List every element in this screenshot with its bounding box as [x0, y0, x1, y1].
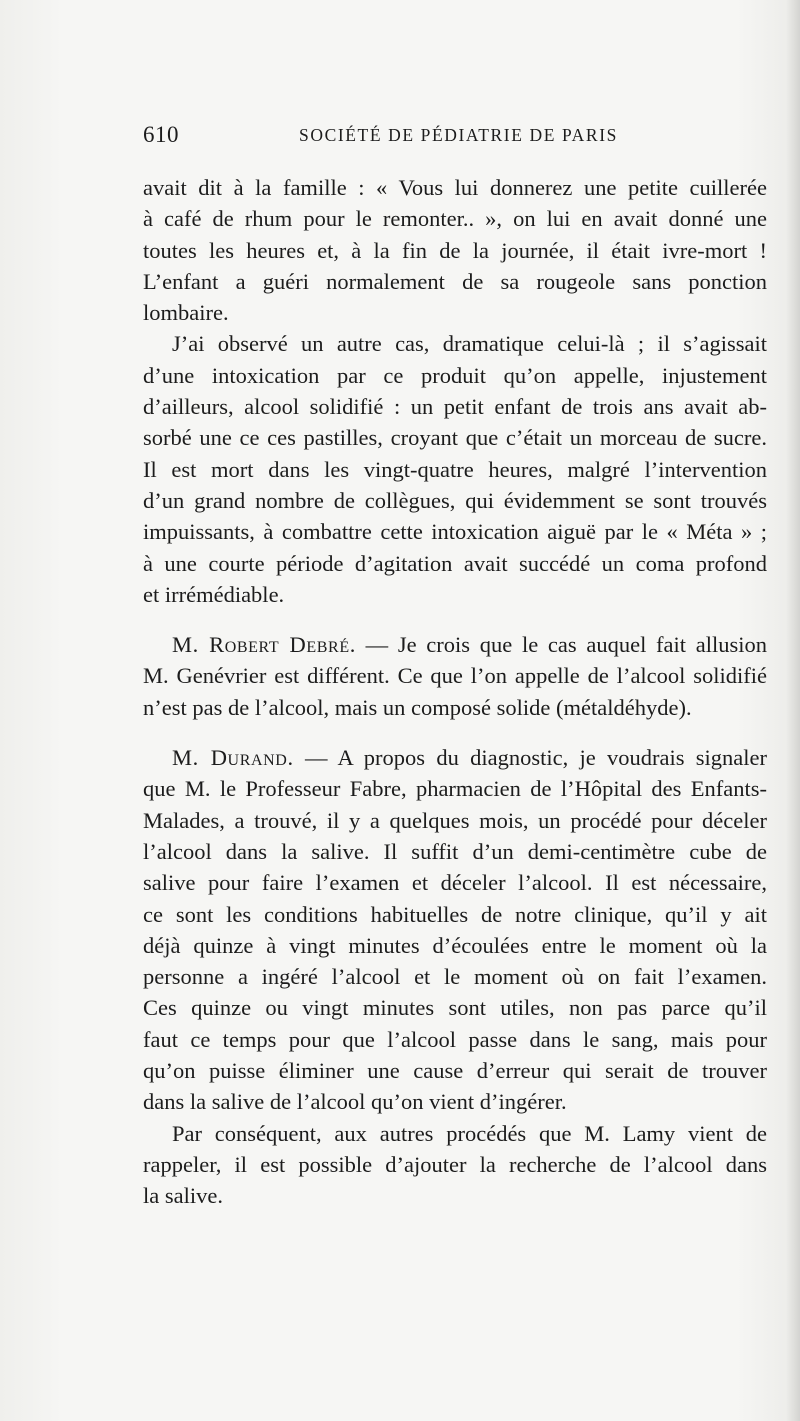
text-line: Par conséquent, aux autres procédés que M. Lamy vient de [172, 1120, 767, 1146]
text-line: à café de rhum pour le remonter.. », on lui en avait donné une [143, 206, 767, 232]
text-line [143, 742, 767, 773]
text-line: personne a ingéré l’alcool et le moment où on fait l’examen. [143, 964, 767, 990]
text-line: déjà quinze à vingt minutes d’écoulées entre le moment où la [143, 932, 767, 958]
paragraph-1 [143, 172, 767, 328]
text-line: et irrémédiable. [143, 581, 285, 607]
text-line: Malades, a trouvé, il y a quelques mois, un procédé pour déceler [143, 807, 767, 833]
text-line: d’une intoxication par ce produit qu’on appelle, injustement [143, 362, 767, 388]
text-line: que M. le Professeur Fabre, pharmacien de l’Hôpital des Enfants- [143, 776, 767, 802]
page-number: 610 [143, 122, 179, 147]
speech-text: — A propos du diagnostic, je voudrais signaler [293, 745, 767, 771]
paragraph-4 [143, 742, 767, 1118]
text-line: l’alcool dans la salive. Il suffit d’un demi-centimètre cube de [143, 838, 767, 864]
running-title: SOCIÉTÉ DE PÉDIATRIE DE PARIS [299, 125, 618, 145]
paragraph-3 [143, 629, 767, 723]
text-line: L’enfant a guéri normalement de sa rougeole sans ponction [143, 268, 767, 294]
text-line: Ces quinze ou vingt minutes sont utiles, non pas parce qu’il [143, 995, 767, 1021]
text-line: dans la salive de l’alcool qu’on vient d’ingérer. [143, 1089, 567, 1115]
page-edge-shadow [786, 0, 800, 1421]
text-line: Il est mort dans les vingt-quatre heures, malgré l’intervention [143, 456, 767, 482]
text-line: d’un grand nombre de collègues, qui évidemment se sont trouvés [143, 487, 767, 513]
text-line: M. Genévrier est différent. Ce que l’on appelle de l’alcool solidifié [143, 663, 767, 689]
paragraph-gap [143, 723, 767, 742]
speaker-name: M. Robert Debré. [172, 632, 356, 658]
text-line: n’est pas de l’alcool, mais un composé solide (métaldéhyde). [143, 694, 692, 720]
text-line: sorbé une ce ces pastilles, croyant que c’était un morceau de sucre. [143, 425, 767, 451]
text-line [143, 629, 767, 660]
text-line: avait dit à la famille : « Vous lui donnerez une petite cuillerée [143, 175, 767, 200]
text-line: ce sont les conditions habituelles de notre clinique, qu’il y ait [143, 901, 767, 927]
paragraph-5 [143, 1118, 767, 1212]
text-line: à une courte période d’agitation avait succédé un coma profond [143, 550, 767, 576]
speech-text: — Je crois que le cas auquel fait allusion [355, 632, 767, 658]
text-line: J’ai observé un autre cas, dramatique celui-là ; il s’agissait [172, 331, 767, 357]
page-header [143, 122, 639, 152]
text-line: qu’on puisse éliminer une cause d’erreur qui serait de trouver [143, 1058, 767, 1084]
text-line: salive pour faire l’examen et déceler l’alcool. Il est nécessaire, [143, 870, 767, 896]
text-line: toutes les heures et, à la fin de la journée, il était ivre-mort ! [143, 237, 767, 263]
text-line: faut ce temps pour que l’alcool passe dans le sang, mais pour [143, 1026, 767, 1052]
text-line: la salive. [143, 1183, 223, 1209]
text-line: impuissants, à combattre cette intoxication aiguë par le « Méta » ; [143, 519, 767, 545]
text-line: lombaire. [143, 300, 229, 326]
body-text [143, 172, 767, 1212]
paragraph-2 [143, 328, 767, 610]
speaker-name: M. Durand. [172, 745, 294, 771]
paragraph-gap [143, 610, 767, 629]
text-line: d’ailleurs, alcool solidifié : un petit enfant de trois ans avait ab- [143, 394, 767, 420]
text-line: rappeler, il est possible d’ajouter la recherche de l’alcool dans [143, 1151, 767, 1177]
